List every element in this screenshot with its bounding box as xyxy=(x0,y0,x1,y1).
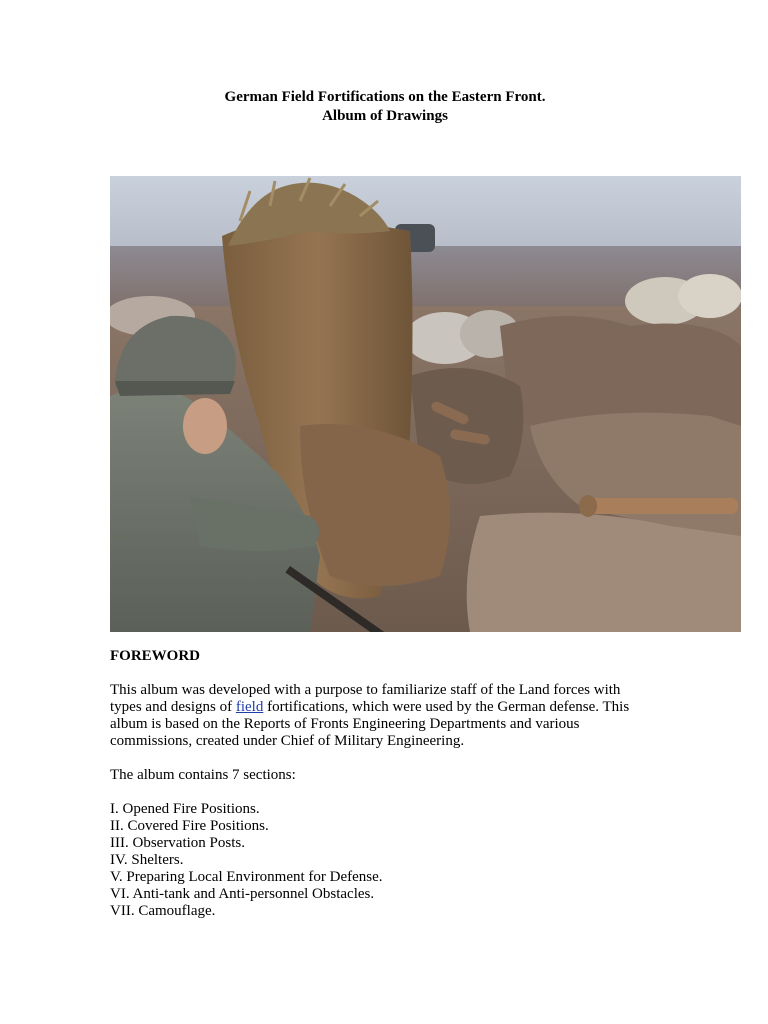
paragraph-line: album is based on the Reports of Fronts Engineering Departments and various xyxy=(110,716,580,732)
field-link[interactable]: field xyxy=(235,699,264,715)
section-item: IV. Shelters. xyxy=(110,852,184,868)
section-item: V. Preparing Local Environment for Defense. xyxy=(110,869,383,885)
title-line-2: Album of Drawings xyxy=(322,108,448,124)
section-item: III. Observation Posts. xyxy=(110,835,245,851)
document-title xyxy=(110,88,660,126)
foreword-section xyxy=(110,648,670,920)
foreword-paragraph xyxy=(110,682,670,750)
paragraph-line xyxy=(110,699,670,716)
section-item: VI. Anti-tank and Anti-personnel Obstacles. xyxy=(110,886,375,902)
sections-list xyxy=(110,801,670,920)
photograph-soldier-trench xyxy=(110,176,741,632)
section-item: VII. Camouflage. xyxy=(110,903,216,919)
section-item: I. Opened Fire Positions. xyxy=(110,801,260,817)
foreword-heading: FOREWORD xyxy=(110,648,200,664)
paragraph-text: types and designs of xyxy=(110,699,236,715)
paragraph-line: This album was developed with a purpose to familiarize staff of the Land forces with xyxy=(110,682,621,698)
title-line-1: German Field Fortifications on the Eastern Front. xyxy=(224,89,546,105)
sections-intro: The album contains 7 sections: xyxy=(110,767,296,783)
section-item: II. Covered Fire Positions. xyxy=(110,818,269,834)
paragraph-line: commissions, created under Chief of Military Engineering. xyxy=(110,733,465,749)
paragraph-text: fortifications, which were used by the German defense. This xyxy=(263,699,630,715)
